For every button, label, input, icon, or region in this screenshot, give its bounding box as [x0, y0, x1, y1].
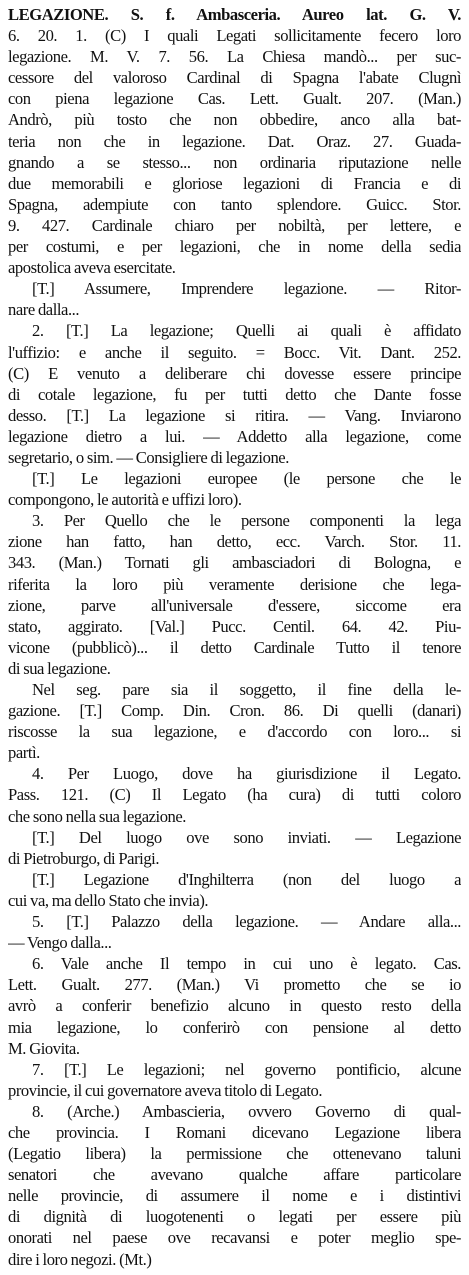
entry-line: teria non che in legazione. Dat. Oraz. 27. Guada-: [8, 131, 461, 151]
entry-line: nare dalla...: [8, 300, 80, 320]
dictionary-entry-legazione: [8, 4, 461, 1270]
entry-line: 2. [T.] La legazione; Quelli ai quali è affidato: [32, 321, 461, 341]
entry-line: zione han fatto, han detto, ecc. Varch. Stor. 11.: [8, 532, 461, 552]
entry-line: Spagna, adempiute con tanto splendore. Guicc. Stor.: [8, 194, 461, 214]
entry-line: vicone (pubblicò)... il detto Cardinale Tutto il tenore: [8, 637, 461, 657]
entry-line: (C) E venuto a deliberare chi dovesse essere principe: [8, 363, 461, 383]
entry-line: nelle provincie, di assumere il nome e i distintivi: [8, 1186, 461, 1206]
entry-line: M. Giovita.: [8, 1038, 80, 1058]
entry-line: riferita la loro più veramente derisione che lega-: [8, 574, 461, 594]
entry-line: 343. (Man.) Tornati gli ambasciadori di Bologna, e: [8, 553, 461, 573]
entry-line: stato, aggirato. [Val.] Pucc. Centil. 64. 42. Piu-: [8, 616, 461, 636]
entry-line: compongono, le autorità e uffizi loro).: [8, 490, 242, 510]
entry-line: zione, parve all'universale d'essere, siccome era: [8, 595, 461, 615]
entry-line: 3. Per Quello che le persone componenti la lega: [32, 511, 461, 531]
entry-line: cui va, ma dello Stato che invia).: [8, 890, 209, 910]
entry-line: — Vengo dalla...: [8, 933, 112, 953]
entry-line: per costumi, e per legazioni, che in nome della sedia: [8, 237, 461, 257]
entry-line: di cotale legazione, fu per tutti detto che Dante fosse: [8, 384, 461, 404]
entry-line: 5. [T.] Palazzo della legazione. — Andare alla...: [32, 912, 461, 932]
entry-line: desso. [T.] La legazione si ritira. — Vang. Inviarono: [8, 405, 461, 425]
entry-line: apostolica aveva esercitate.: [8, 258, 176, 278]
entry-line: legazione dietro a lui. — Addetto alla legazione, come: [8, 426, 461, 446]
entry-line: di dignità di luogotenenti o legati per essere più: [8, 1207, 461, 1227]
entry-line: segretario, o sim. — Consigliere di legazione.: [8, 447, 289, 467]
entry-line: [T.] Assumere, Imprendere legazione. — Ritor-: [32, 279, 461, 299]
entry-line: Lett. Gualt. 277. (Man.) Vi prometto che se io: [8, 975, 461, 995]
entry-line: che provincia. I Romani dicevano Legazione libera: [8, 1122, 461, 1142]
entry-line: due memorabili e gloriose legazioni di Francia e di: [8, 173, 461, 193]
entry-line: (Legatio libera) la permissione che ottenevano taluni: [8, 1144, 461, 1164]
entry-line: LEGAZIONE. S. f. Ambasceria. Aureo lat. G. V.: [8, 5, 461, 24]
entry-line: 8. (Arche.) Ambascieria, ovvero Governo di qual-: [32, 1101, 461, 1121]
entry-line: riscosse la sua legazione, e d'accordo con loro... si: [8, 722, 461, 742]
entry-line: con piena legazione Cas. Lett. Gualt. 207. (Man.): [8, 89, 461, 109]
entry-line: avrò a conferir benefizio alcuno in questo resto della: [8, 996, 461, 1016]
entry-line: mia legazione, lo conferirò con pensione al detto: [8, 1017, 461, 1037]
entry-line: gazione. [T.] Comp. Din. Cron. 86. Di quelli (danari): [8, 701, 461, 721]
entry-line: senatori che avevano qualche affare particolare: [8, 1165, 461, 1185]
entry-line: onorati nel paese ove recavansi e poter meglio spe-: [8, 1228, 461, 1248]
entry-line: 6. Vale anche Il tempo in cui uno è legato. Cas.: [32, 954, 461, 974]
entry-line: di sua legazione.: [8, 658, 111, 678]
entry-line: Andrò, più tosto che non obbedire, anco alla bat-: [8, 110, 461, 130]
entry-line: 9. 427. Cardinale chiaro per nobiltà, per lettere, e: [8, 215, 461, 235]
entry-line: 7. [T.] Le legazioni; nel governo pontificio, alcune: [32, 1059, 461, 1079]
entry-line: che sono nella sua legazione.: [8, 806, 187, 826]
entry-line: 6. 20. 1. (C) I quali Legati sollicitamente fecero loro: [8, 26, 461, 46]
entry-line: gnando a se stesso... non ordinaria riputazione nelle: [8, 152, 461, 172]
entry-line: cessore del valoroso Cardinal di Spagna l'abate Clugnì: [8, 68, 461, 88]
entry-line: di Pietroburgo, di Parigi.: [8, 848, 160, 868]
entry-line: dire i loro negozi. (Mt.): [8, 1249, 152, 1269]
entry-line: Pass. 121. (C) Il Legato (ha cura) di tutti coloro: [8, 785, 461, 805]
entry-line: legazione. M. V. 7. 56. La Chiesa mandò... per suc-: [8, 47, 461, 67]
entry-line: [T.] Le legazioni europee (le persone che le: [32, 469, 461, 489]
entry-line: [T.] Del luogo ove sono inviati. — Legazione: [32, 827, 461, 847]
entry-line: partì.: [8, 743, 40, 763]
entry-line: provincie, il cui governatore aveva titolo di Legato.: [8, 1080, 323, 1100]
entry-line: l'uffizio: e anche il seguito. = Bocc. Vit. Dant. 252.: [8, 342, 461, 362]
entry-line: [T.] Legazione d'Inghilterra (non del luogo a: [32, 869, 461, 889]
entry-line: Nel seg. pare sia il soggetto, il fine della le-: [32, 680, 461, 699]
entry-line: 4. Per Luogo, dove ha giurisdizione il Legato.: [32, 764, 461, 784]
